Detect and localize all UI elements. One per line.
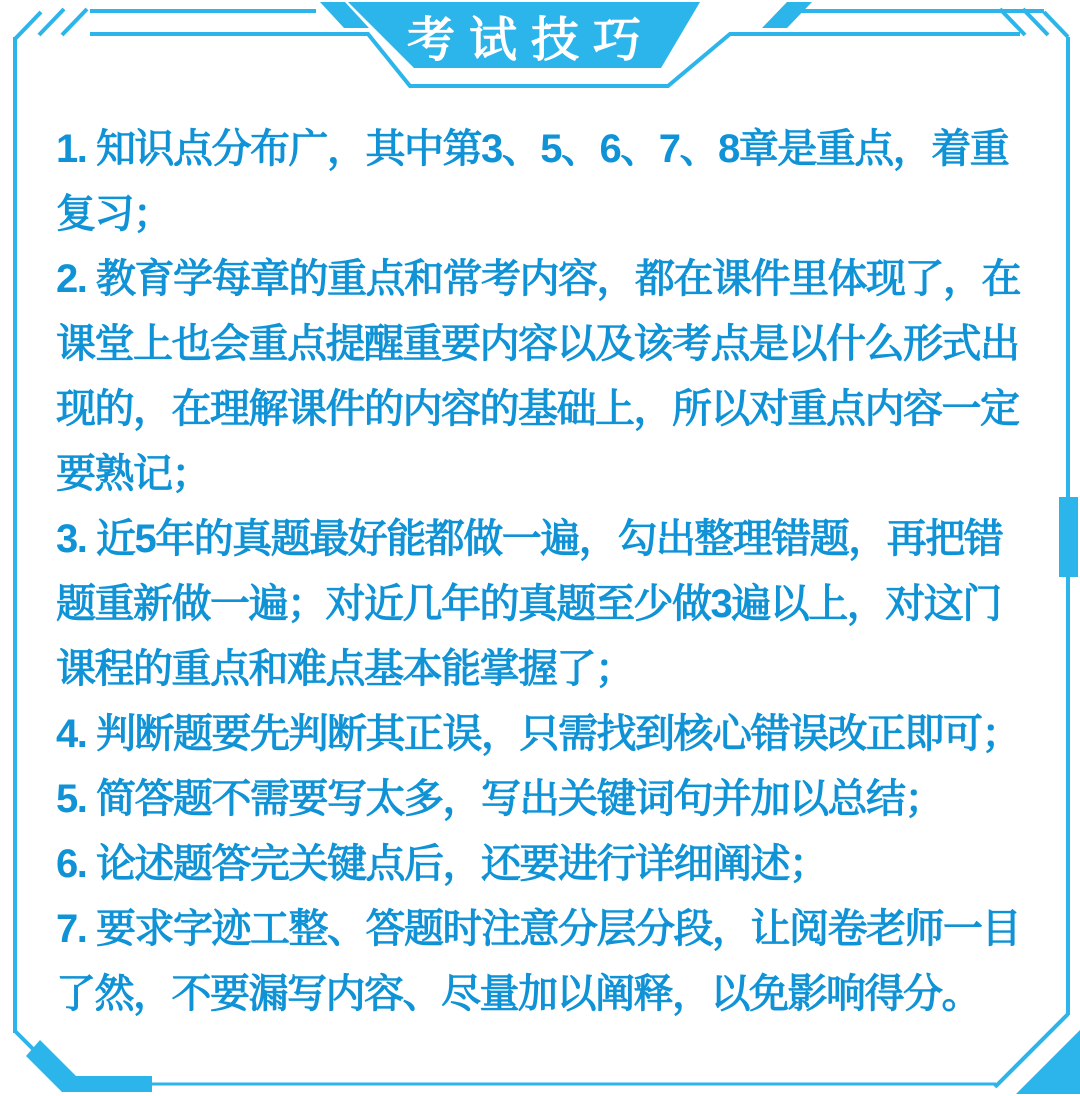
tip-line: 现的，在理解课件的内容的基础上，所以对重点内容一定 (56, 387, 1019, 431)
bottom-right-triangle (1016, 1030, 1080, 1094)
tip-line: 5. 简答题不需要写太多，写出关键词句并加以总结； (56, 777, 943, 821)
tip-line: 课堂上也会重点提醒重要内容以及该考点是以什么形式出 (56, 322, 1019, 366)
top-left-slash-1 (39, 9, 64, 35)
banner-right-slash-block (762, 2, 812, 28)
tip-line: 课程的重点和难点基本能掌握了； (56, 647, 634, 691)
tip-item-3 (56, 507, 1036, 702)
banner-title: 考试技巧 (406, 13, 655, 67)
tip-item-1 (56, 117, 1036, 247)
tip-line: 2. 教育学每章的重点和常考内容，都在课件里体现了，在 (56, 257, 1020, 301)
top-left-bevel (15, 12, 41, 39)
tip-item-4 (56, 702, 1036, 767)
tip-item-6 (56, 832, 1036, 897)
tip-line: 要熟记； (56, 452, 210, 496)
tips-list (56, 117, 1036, 1027)
tip-item-7 (56, 897, 1036, 1027)
bottom-left-thick-elbow (26, 1040, 152, 1092)
tip-item-2 (56, 247, 1036, 507)
tip-line: 4. 判断题要先判断其正误，只需找到核心错误改正即可； (56, 712, 1020, 756)
tip-line: 复习； (56, 192, 172, 236)
tip-line: 7. 要求字迹工整、答题时注意分层分段，让阅卷老师一目 (56, 907, 1020, 951)
right-edge-tab (1059, 497, 1078, 577)
top-left-slash-2 (62, 9, 87, 35)
tip-line: 1. 知识点分布广，其中第3、5、6、7、8章是重点，着重 (56, 127, 1009, 171)
tip-item-5 (56, 767, 1036, 832)
tip-line: 3. 近5年的真题最好能都做一遍，勾出整理错题，再把错 (56, 517, 1003, 561)
tip-line: 6. 论述题答完关键点后，还要进行详细阐述； (56, 842, 828, 886)
tip-line: 题重新做一遍；对近几年的真题至少做3遍以上，对这门 (56, 582, 1001, 626)
tip-line: 了然，不要漏写内容、尽量加以阐释，以免影响得分。 (56, 972, 980, 1016)
